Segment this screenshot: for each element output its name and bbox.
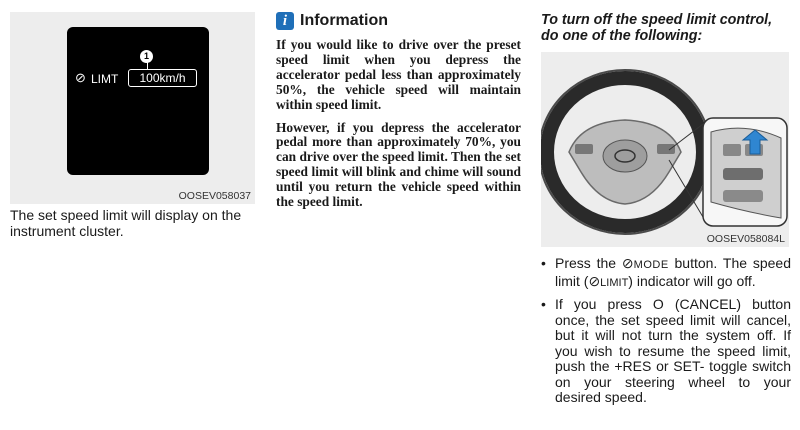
steering-wheel-figure — [541, 52, 789, 247]
instruction-list — [541, 256, 791, 412]
speed-limit-icon: ⊘ — [75, 70, 86, 85]
bullet-icon: • — [541, 296, 546, 312]
cluster-figure — [10, 12, 255, 204]
steering-wheel-illustration — [541, 52, 789, 247]
mode-button-label: MODE — [633, 259, 669, 271]
figure-code: OOSEV058084L — [706, 233, 785, 245]
bullet1-mid: button. The speed limit ( — [555, 255, 791, 289]
info-paragraph-1: If you would like to drive over the preset speed limit when you depress the accelerator pedal less than approximately 50%, the vehicle speed will maintain within speed limit. — [276, 37, 521, 112]
list-item — [541, 256, 791, 291]
section-heading: To turn off the speed limit control, do one of the following: — [541, 12, 773, 44]
list-item — [541, 297, 791, 406]
cluster-screen — [67, 27, 209, 175]
figure-code: OOSEV058037 — [178, 190, 251, 202]
info-paragraph-2: However, if you depress the accelerator pedal more than approximately 70%, you can drive over the speed limit. Then the set speed limit will blink and chime will sound until you return the vehicle speed within the speed limit. — [276, 119, 521, 210]
limit-indicator-label: LIMIT — [600, 276, 629, 289]
mode-button-icon: ⊘ — [621, 255, 634, 271]
callout-number: 1 — [140, 50, 153, 63]
info-header — [276, 12, 388, 32]
speed-value: 100km/h — [128, 69, 197, 87]
bullet1-pre: Press the — [555, 255, 622, 271]
bullet2-text: If you press O (CANCEL) button once, the set speed limit will cancel, but it will not turn the system off. If you wish to resume the speed limit, push the +RES or SET- toggle switch on your steering wheel to your desired speed. — [555, 296, 791, 405]
bullet-icon: • — [541, 255, 546, 271]
bullet1-post: ) indicator will go off. — [628, 272, 756, 289]
limit-label: LIMT — [91, 72, 119, 86]
figure-caption: The set speed limit will display on the instrument cluster. — [10, 207, 242, 239]
info-icon: i — [276, 12, 294, 30]
speed-limit-icon: ⊘ — [588, 272, 601, 289]
info-body — [276, 38, 521, 218]
info-title: Information — [300, 12, 388, 29]
